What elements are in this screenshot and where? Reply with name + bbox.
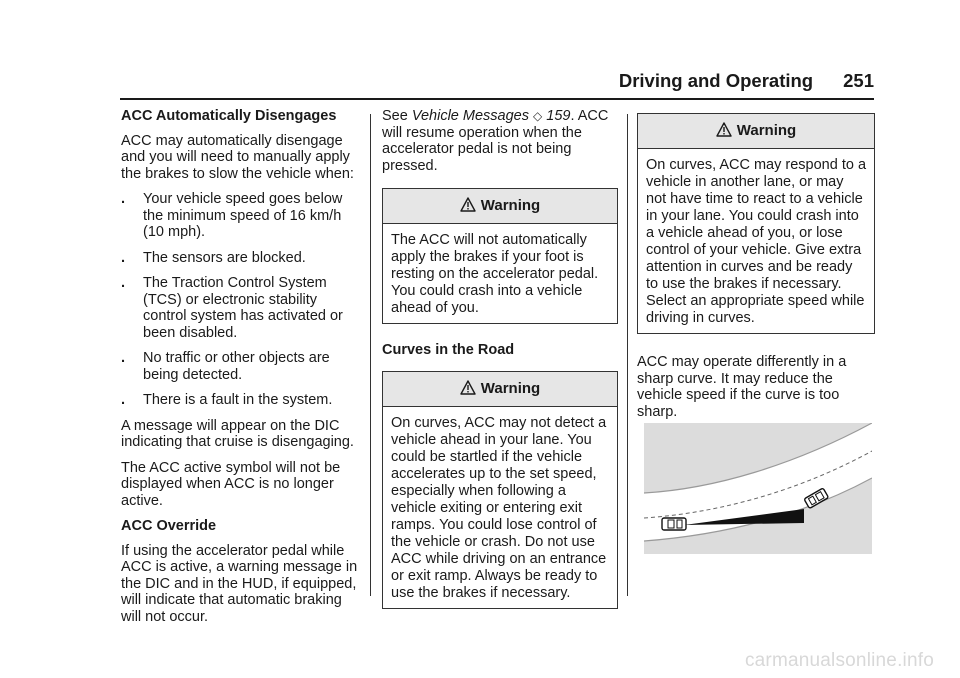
warning-box: [382, 188, 618, 324]
list-item-text: No traffic or other objects are being detected.: [143, 350, 330, 383]
bullet-marker: .: [121, 350, 126, 366]
heading-acc-override: ACC Override: [121, 518, 217, 534]
bullet-marker: .: [121, 249, 126, 266]
condition-list: [121, 191, 361, 409]
warning-title: Warning: [736, 122, 797, 139]
list-item-text: Your vehicle speed goes below the minimum speed of 16 km/h (10 mph).: [143, 191, 343, 240]
list-item: [121, 350, 361, 383]
cross-reference-page[interactable]: 159: [546, 108, 571, 124]
column-3: [637, 108, 875, 429]
bullet-marker: .: [121, 392, 126, 408]
paragraph: ACC may automatically disengage and you will need to manually apply the brakes to slow the vehicle when:: [121, 132, 354, 182]
see-suffix: . ACC will resume operation when the accelerator pedal is not being pressed.: [382, 108, 609, 174]
list-item: [121, 191, 361, 241]
bullet-marker: .: [121, 275, 126, 291]
page-number: 251: [843, 70, 874, 91]
page-reference-icon: ◇: [533, 109, 543, 123]
list-item: [121, 392, 361, 409]
warning-header: [383, 372, 617, 407]
paragraph: A message will appear on the DIC indicating that cruise is disengaging.: [121, 417, 354, 450]
warning-triangle-icon: [460, 197, 476, 212]
warning-text: The ACC will not automatically apply the brakes if your foot is resting on the accelerator pedal. You could crash into a vehicle ahead of you.: [391, 232, 599, 316]
watermark: carmanualsonline.info: [744, 650, 934, 671]
heading-curves: Curves in the Road: [382, 342, 515, 358]
list-item: [121, 275, 361, 341]
list-item-text: The Traction Control System (TCS) or electronic stability control system has activated or been disabled.: [143, 275, 343, 341]
warning-triangle-icon: [460, 380, 476, 395]
see-prefix: See: [382, 108, 408, 124]
column-2: [382, 108, 618, 625]
list-item-text: There is a fault in the system.: [143, 392, 333, 408]
warning-title: Warning: [480, 379, 541, 397]
warning-text: On curves, ACC may respond to a vehicle in another lane, or may not have time to react to a vehicle in your lane. You could crash into a vehicle ahead of you, or lose control of your vehicle. Give extra attention in curves and be ready to use the brakes if necessary. Select an appropriate speed while driving in curves.: [646, 157, 867, 326]
curve-road-illustration: [644, 423, 872, 554]
warning-triangle-icon: [716, 122, 732, 137]
bullet-marker: .: [121, 191, 126, 207]
warning-box: [637, 113, 875, 334]
warning-header: [383, 189, 617, 224]
column-divider-2: [627, 114, 628, 596]
warning-text: On curves, ACC may not detect a vehicle ahead in your lane. You could be startled if the vehicle accelerates up to the set speed, especially when following a vehicle exiting or entering exit ramps. You could lose control of the vehicle or crash. Do not use ACC while driving on an entrance or exit ramp. Always be ready to use the brakes if necessary.: [391, 414, 607, 601]
warning-title: Warning: [480, 197, 541, 214]
paragraph: ACC may operate differently in a sharp curve. It may reduce the vehicle speed if the curve is too sharp.: [637, 354, 847, 420]
cross-reference-paragraph: [382, 108, 618, 174]
page-header: [120, 70, 874, 92]
heading-acc-disengages: ACC Automatically Disengages: [121, 108, 337, 124]
column-divider-1: [370, 114, 371, 596]
paragraph: The ACC active symbol will not be displayed when ACC is no longer active.: [121, 459, 341, 509]
warning-box: [382, 371, 618, 609]
own-vehicle-icon: [662, 518, 686, 530]
cross-reference-link[interactable]: Vehicle Messages: [411, 108, 529, 124]
section-title: Driving and Operating: [618, 70, 814, 91]
column-1: [121, 108, 361, 634]
list-item-text: The sensors are blocked.: [143, 249, 306, 266]
list-item: [121, 250, 361, 267]
header-rule: [120, 98, 874, 100]
warning-header: [638, 114, 874, 149]
paragraph: If using the accelerator pedal while ACC is active, a warning message in the DIC and in the HUD, if equipped, will indicate that automatic braking will not occur.: [121, 542, 358, 625]
